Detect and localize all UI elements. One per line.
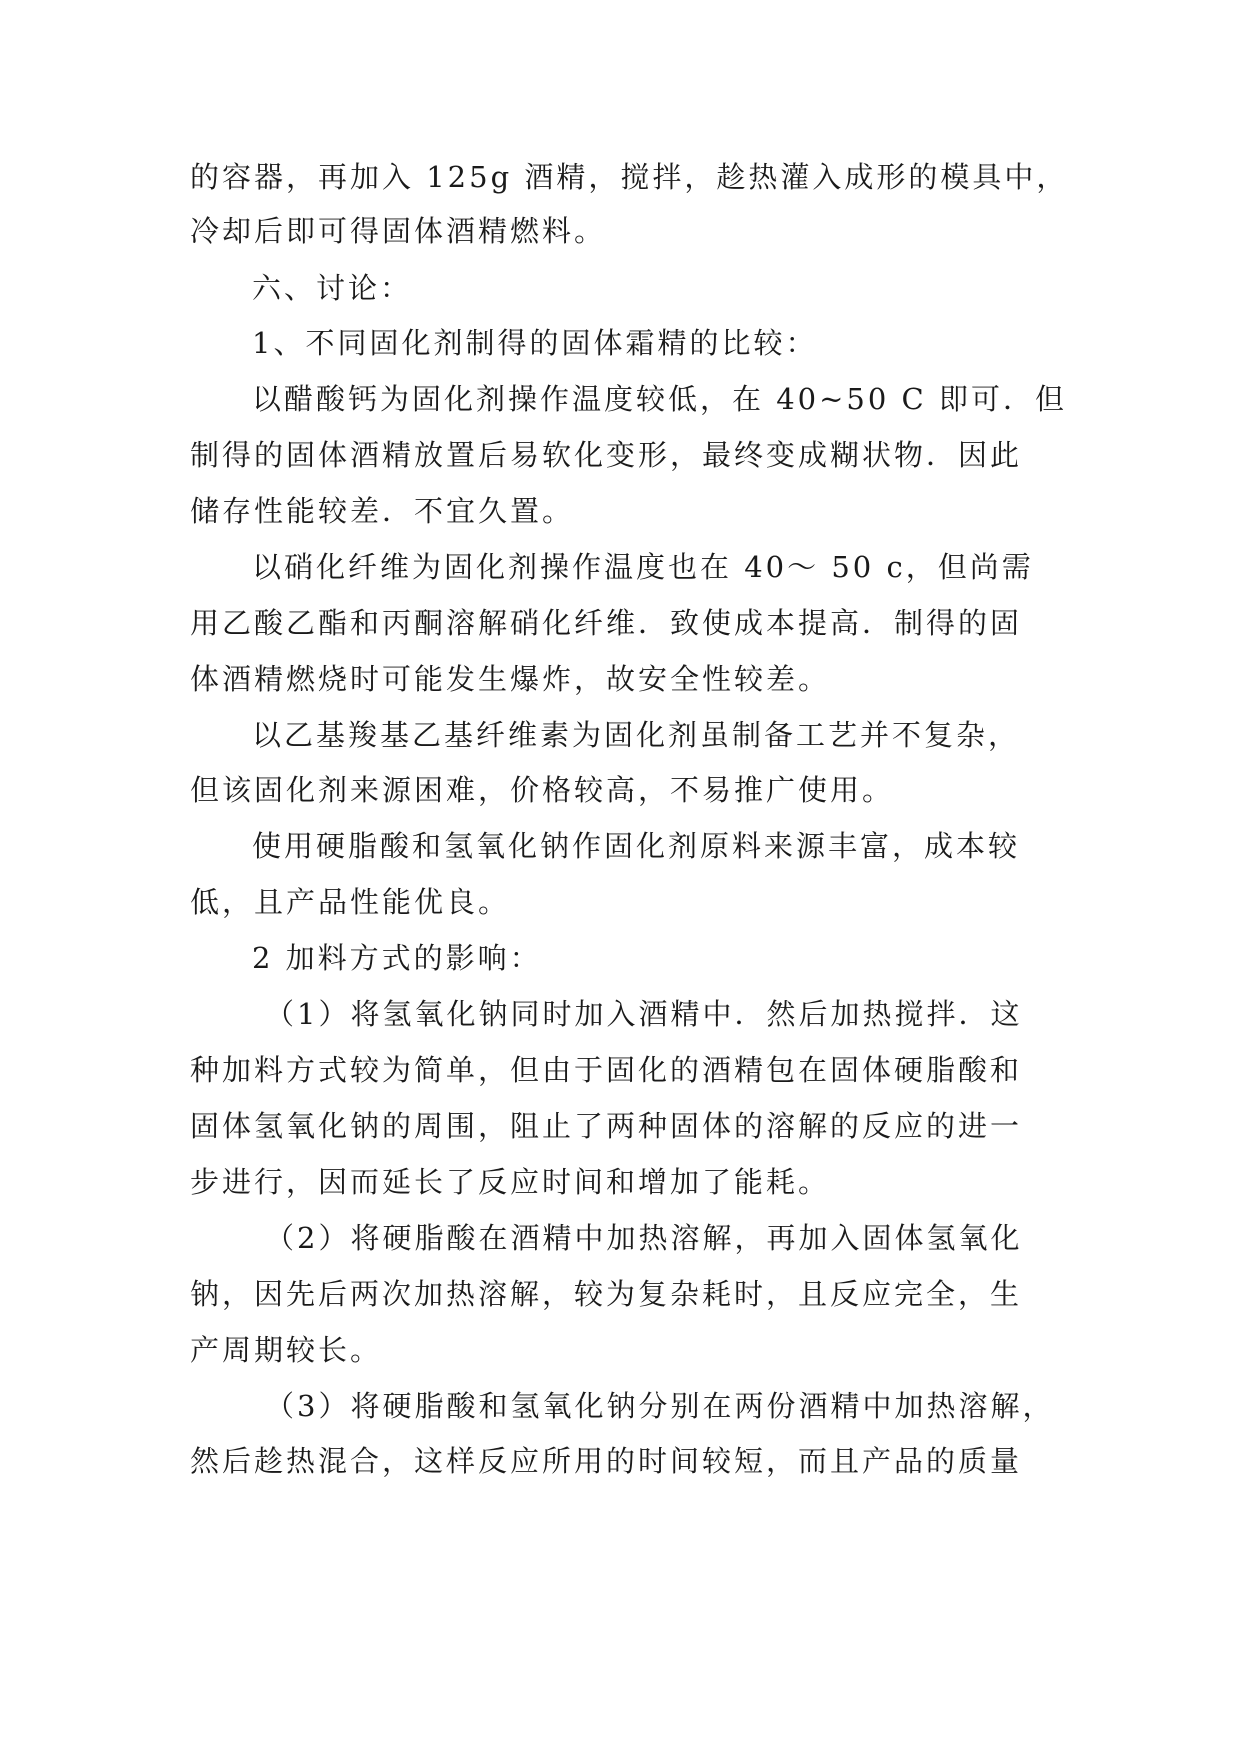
text-line: 但该固化剂来源困难，价格较高，不易推广使用。 (190, 773, 895, 807)
text-line: 固体氢氧化钠的周围，阻止了两种固体的溶解的反应的进一 (190, 1109, 1023, 1143)
text-line: 钠，因先后两次加热溶解，较为复杂耗时，且反应完全，生 (190, 1277, 1023, 1311)
text-line: 储存性能较差．不宜久置。 (190, 494, 575, 528)
text-line: 以硝化纤维为固化剂操作温度也在 40～ 50 c，但尚需 (252, 550, 1034, 584)
text-line: 以醋酸钙为固化剂操作温度较低，在 40~50 C 即可．但 (252, 382, 1067, 416)
text-line: 冷却后即可得固体酒精燃料。 (190, 214, 607, 248)
text-line: 体酒精燃烧时可能发生爆炸，故安全性较差。 (190, 662, 831, 696)
text-line: 种加料方式较为简单，但由于固化的酒精包在固体硬脂酸和 (190, 1053, 1023, 1087)
text-line: 以乙基羧基乙基纤维素为固化剂虽制备工艺并不复杂， (252, 718, 1021, 752)
text-line: 制得的固体酒精放置后易软化变形，最终变成糊状物．因此 (190, 438, 1023, 472)
text-line: 步进行，因而延长了反应时间和增加了能耗。 (190, 1165, 831, 1199)
text-line: （2）将硬脂酸在酒精中加热溶解，再加入固体氢氧化 (265, 1221, 1023, 1255)
text-line: 用乙酸乙酯和丙酮溶解硝化纤维．致使成本提高．制得的固 (190, 606, 1023, 640)
text-line: 低，且产品性能优良。 (190, 885, 511, 919)
text-line: 然后趁热混合，这样反应所用的时间较短，而且产品的质量 (190, 1444, 1023, 1478)
section-heading: 六、讨论： (252, 271, 413, 305)
subsection-heading: 1、不同固化剂制得的固体霜精的比较： (252, 326, 818, 360)
subsection-heading: 2 加料方式的影响： (252, 941, 542, 975)
text-line: 产周期较长。 (190, 1333, 383, 1367)
text-line: 的容器，再加入 125g 酒精，搅拌，趁热灌入成形的模具中， (190, 160, 1069, 194)
text-line: 使用硬脂酸和氢氧化钠作固化剂原料来源丰富，成本较 (252, 829, 1021, 863)
text-line: （1）将氢氧化钠同时加入酒精中．然后加热搅拌．这 (265, 997, 1023, 1031)
text-line: （3）将硬脂酸和氢氧化钠分别在两份酒精中加热溶解， (265, 1389, 1055, 1423)
